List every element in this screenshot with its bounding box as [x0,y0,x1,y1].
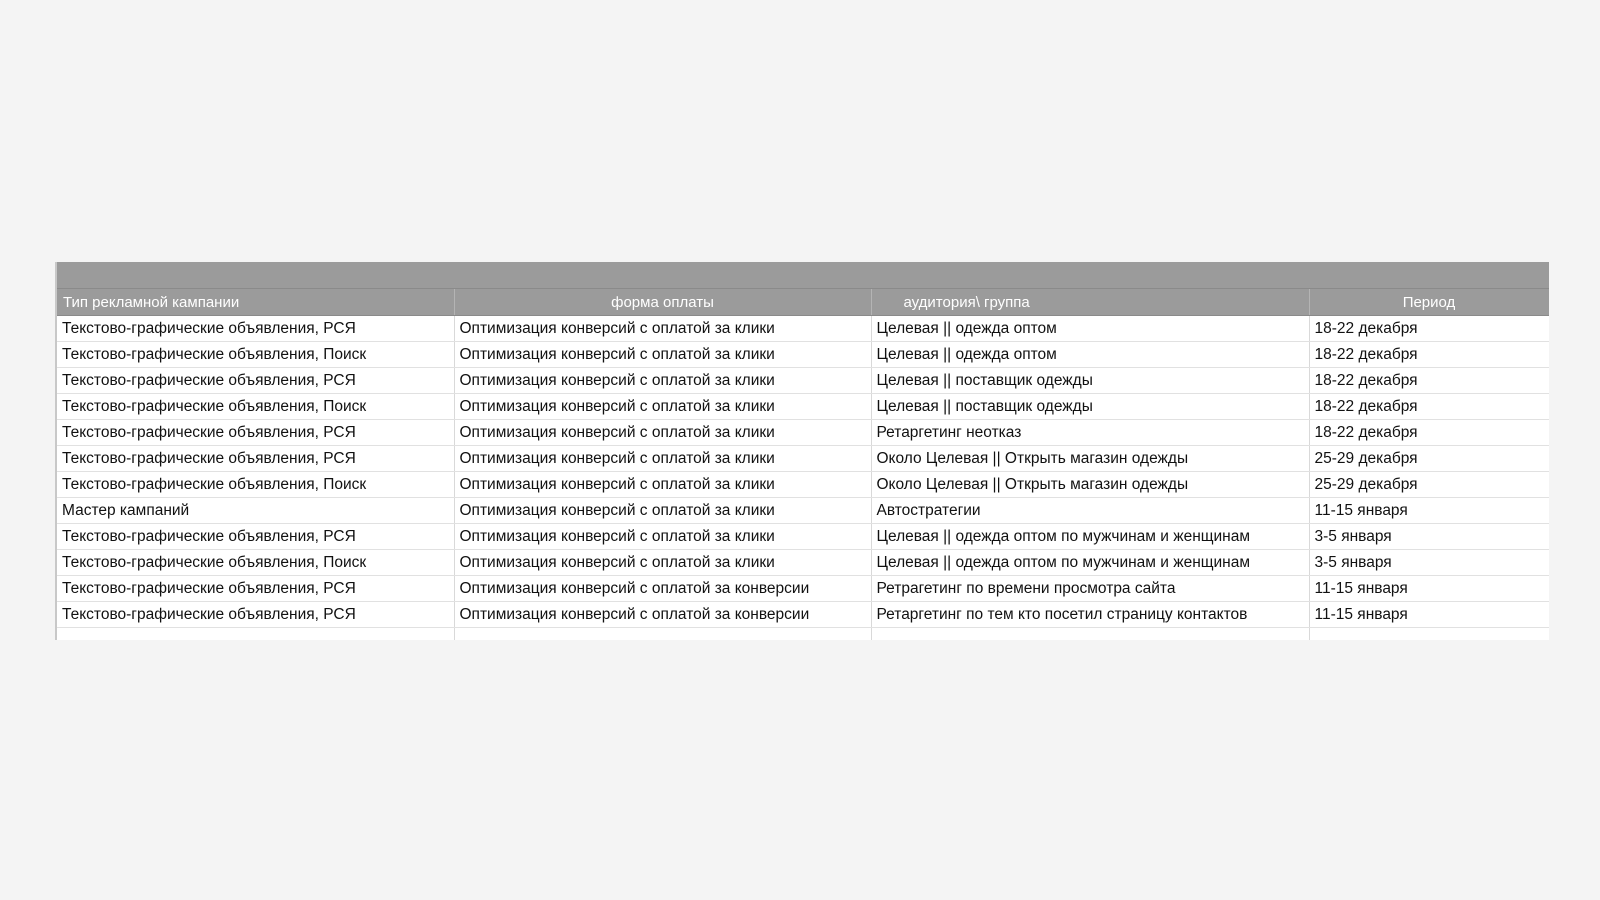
spreadsheet [55,262,1549,640]
cell-audience-group[interactable]: Целевая || одежда оптом по мужчинам и женщинам [871,524,1309,550]
cell-payment-form[interactable]: Оптимизация конверсий с оплатой за клики [454,498,871,524]
table-row [57,368,1549,394]
table-row [57,576,1549,602]
cell-campaign-type[interactable]: Текстово-графические объявления, РСЯ [57,368,454,394]
cell-campaign-type[interactable]: Текстово-графические объявления, РСЯ [57,446,454,472]
cell-payment-form[interactable]: Оптимизация конверсий с оплатой за клики [454,420,871,446]
campaign-table [57,289,1549,640]
header-campaign-type[interactable]: Тип рекламной кампании [57,289,454,316]
cell-payment-form[interactable]: Оптимизация конверсий с оплатой за конверсии [454,576,871,602]
cell-period[interactable]: 11-15 января [1309,576,1549,602]
header-period[interactable]: Период [1309,289,1549,316]
cell-campaign-type[interactable]: Текстово-графические объявления, Поиск [57,550,454,576]
cell-audience-group[interactable]: Целевая || поставщик одежды [871,368,1309,394]
header-row [57,289,1549,316]
table-row [57,342,1549,368]
header-band [57,262,1549,289]
cell-audience-group[interactable]: Целевая || поставщик одежды [871,394,1309,420]
cell-payment-form[interactable]: Оптимизация конверсий с оплатой за конверсии [454,602,871,628]
cell-payment-form[interactable]: Оптимизация конверсий с оплатой за клики [454,316,871,342]
cell-audience-group[interactable]: Целевая || одежда оптом по мужчинам и женщинам [871,550,1309,576]
cell-period[interactable]: 18-22 декабря [1309,368,1549,394]
cell-period[interactable]: 3-5 января [1309,524,1549,550]
cell-audience-group[interactable]: Ретрагетинг по времени просмотра сайта [871,576,1309,602]
table-row [57,446,1549,472]
cell-period[interactable]: 25-29 декабря [1309,472,1549,498]
cell-period[interactable]: 18-22 декабря [1309,342,1549,368]
table-row [57,316,1549,342]
cell-payment-form[interactable]: Оптимизация конверсий с оплатой за клики [454,524,871,550]
cell-campaign-type[interactable]: Текстово-графические объявления, Поиск [57,342,454,368]
cell-period[interactable]: 18-22 декабря [1309,420,1549,446]
cell-campaign-type[interactable]: Мастер кампаний [57,498,454,524]
cell-payment-form[interactable]: Оптимизация конверсий с оплатой за клики [454,446,871,472]
cell-empty[interactable] [871,628,1309,641]
table-row [57,420,1549,446]
cell-payment-form[interactable]: Оптимизация конверсий с оплатой за клики [454,550,871,576]
cell-campaign-type[interactable]: Текстово-графические объявления, РСЯ [57,602,454,628]
header-audience-group[interactable]: аудитория\ группа [871,289,1309,316]
table-row [57,472,1549,498]
cell-audience-group[interactable]: Автостратегии [871,498,1309,524]
table-row [57,524,1549,550]
cell-campaign-type[interactable]: Текстово-графические объявления, РСЯ [57,316,454,342]
cell-empty[interactable] [57,628,454,641]
cell-payment-form[interactable]: Оптимизация конверсий с оплатой за клики [454,368,871,394]
cell-payment-form[interactable]: Оптимизация конверсий с оплатой за клики [454,342,871,368]
cell-campaign-type[interactable]: Текстово-графические объявления, РСЯ [57,576,454,602]
table-row-partial [57,628,1549,641]
cell-period[interactable]: 18-22 декабря [1309,316,1549,342]
table-row [57,602,1549,628]
cell-campaign-type[interactable]: Текстово-графические объявления, РСЯ [57,524,454,550]
cell-audience-group[interactable]: Около Целевая || Открыть магазин одежды [871,446,1309,472]
table-row [57,550,1549,576]
cell-empty[interactable] [454,628,871,641]
cell-audience-group[interactable]: Целевая || одежда оптом [871,316,1309,342]
cell-campaign-type[interactable]: Текстово-графические объявления, РСЯ [57,420,454,446]
cell-period[interactable]: 18-22 декабря [1309,394,1549,420]
cell-campaign-type[interactable]: Текстово-графические объявления, Поиск [57,394,454,420]
cell-audience-group[interactable]: Целевая || одежда оптом [871,342,1309,368]
cell-period[interactable]: 25-29 декабря [1309,446,1549,472]
table-row [57,498,1549,524]
header-payment-form[interactable]: форма оплаты [454,289,871,316]
cell-campaign-type[interactable]: Текстово-графические объявления, Поиск [57,472,454,498]
cell-period[interactable]: 11-15 января [1309,498,1549,524]
cell-period[interactable]: 3-5 января [1309,550,1549,576]
cell-period[interactable]: 11-15 января [1309,602,1549,628]
table-row [57,394,1549,420]
cell-payment-form[interactable]: Оптимизация конверсий с оплатой за клики [454,472,871,498]
cell-audience-group[interactable]: Около Целевая || Открыть магазин одежды [871,472,1309,498]
cell-audience-group[interactable]: Ретаргетинг неотказ [871,420,1309,446]
cell-empty[interactable] [1309,628,1549,641]
cell-payment-form[interactable]: Оптимизация конверсий с оплатой за клики [454,394,871,420]
cell-audience-group[interactable]: Ретаргетинг по тем кто посетил страницу контактов [871,602,1309,628]
